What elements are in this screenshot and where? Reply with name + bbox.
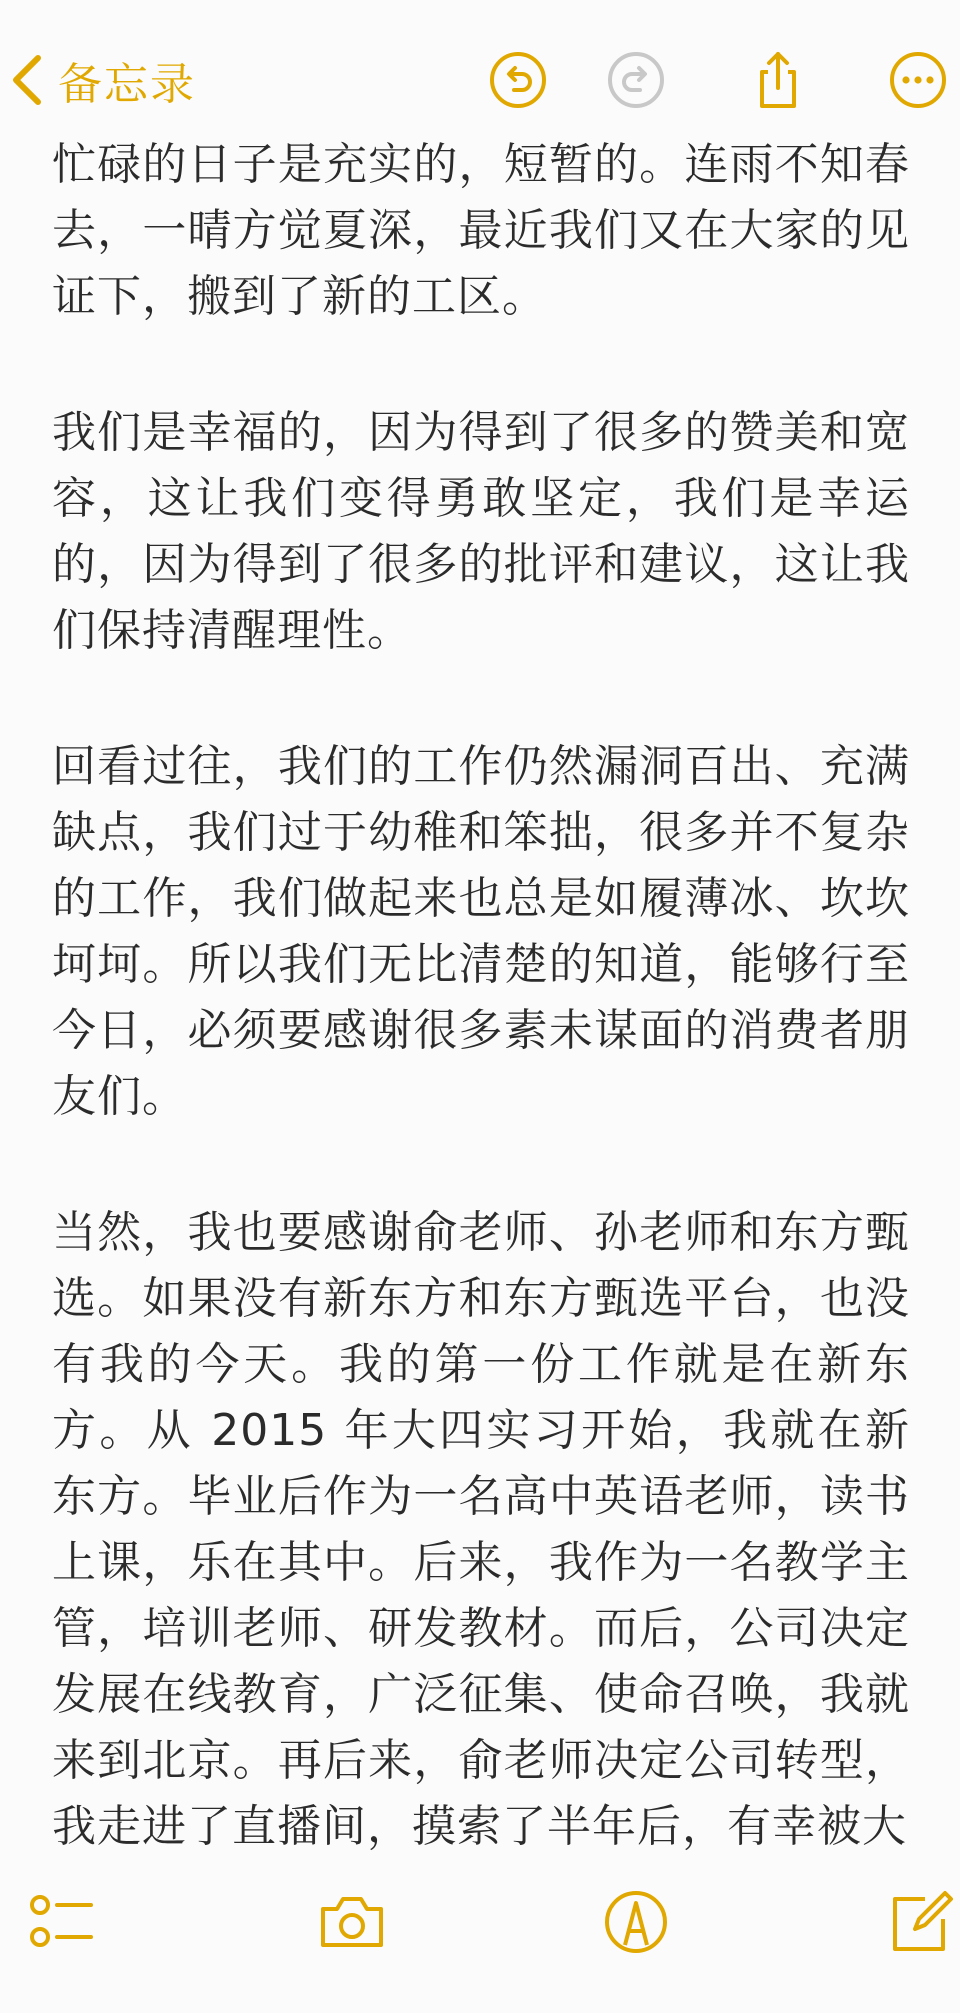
note-paragraph-1: 忙碌的日子是充实的，短暂的。连雨不知春去，一晴方觉夏深，最近我们又在大家的见证下，搬到了新的工区。	[52, 139, 910, 322]
share-icon	[748, 50, 808, 110]
back-button-label: 备忘录	[58, 59, 196, 110]
note-paragraph-3: 回看过往，我们的工作仍然漏洞百出、充满缺点，我们过于幼稚和笨拙，很多并不复杂的工作，我们做起来也总是如履薄冰、坎坎坷坷。所以我们无比清楚的知道，能够行至今日，必须要感谢很多素未谋面的消费者朋友们。	[52, 741, 910, 1122]
note-paragraph-4: 当然，我也要感谢俞老师、孙老师和东方甄选。如果没有新东方和东方甄选平台，也没有我的今天。我的第一份工作就是在新东方。从 2015 年大四实习开始，我就在新东方。毕业后作为一名高中英语老师，读书上课，乐在其中。后来，我作为一名教学主管，培训老师、研发教材。而后，公司决定发展在线教育，广泛征集、使命召唤，我就来到北京。再后来，俞老师决定公司转型，我走进了直播间，摸索了半年后，有幸被大	[52, 1207, 910, 1852]
undo-icon	[488, 50, 548, 110]
redo-icon	[606, 50, 666, 110]
back-button[interactable]	[8, 48, 196, 112]
camera-icon	[317, 1887, 387, 1957]
markup-button[interactable]	[596, 1882, 676, 1962]
redo-button[interactable]	[604, 48, 668, 112]
camera-button[interactable]	[312, 1882, 392, 1962]
compose-button[interactable]	[880, 1882, 960, 1962]
note-paragraph-2: 我们是幸福的，因为得到了很多的赞美和宽容，这让我们变得勇敢坚定，我们是幸运的，因为得到了很多的批评和建议，这让我们保持清醒理性。	[52, 407, 910, 656]
navigation-bar	[0, 0, 960, 150]
markup-pen-icon	[601, 1887, 671, 1957]
undo-button[interactable]	[486, 48, 550, 112]
share-button[interactable]	[746, 48, 810, 112]
compose-icon	[885, 1887, 955, 1957]
chevron-left-icon	[8, 52, 48, 108]
more-icon	[888, 50, 948, 110]
more-button[interactable]	[886, 48, 950, 112]
note-body[interactable]	[52, 132, 910, 1854]
checklist-icon	[27, 1887, 97, 1957]
checklist-button[interactable]	[22, 1882, 102, 1962]
bottom-toolbar	[0, 1860, 960, 2013]
